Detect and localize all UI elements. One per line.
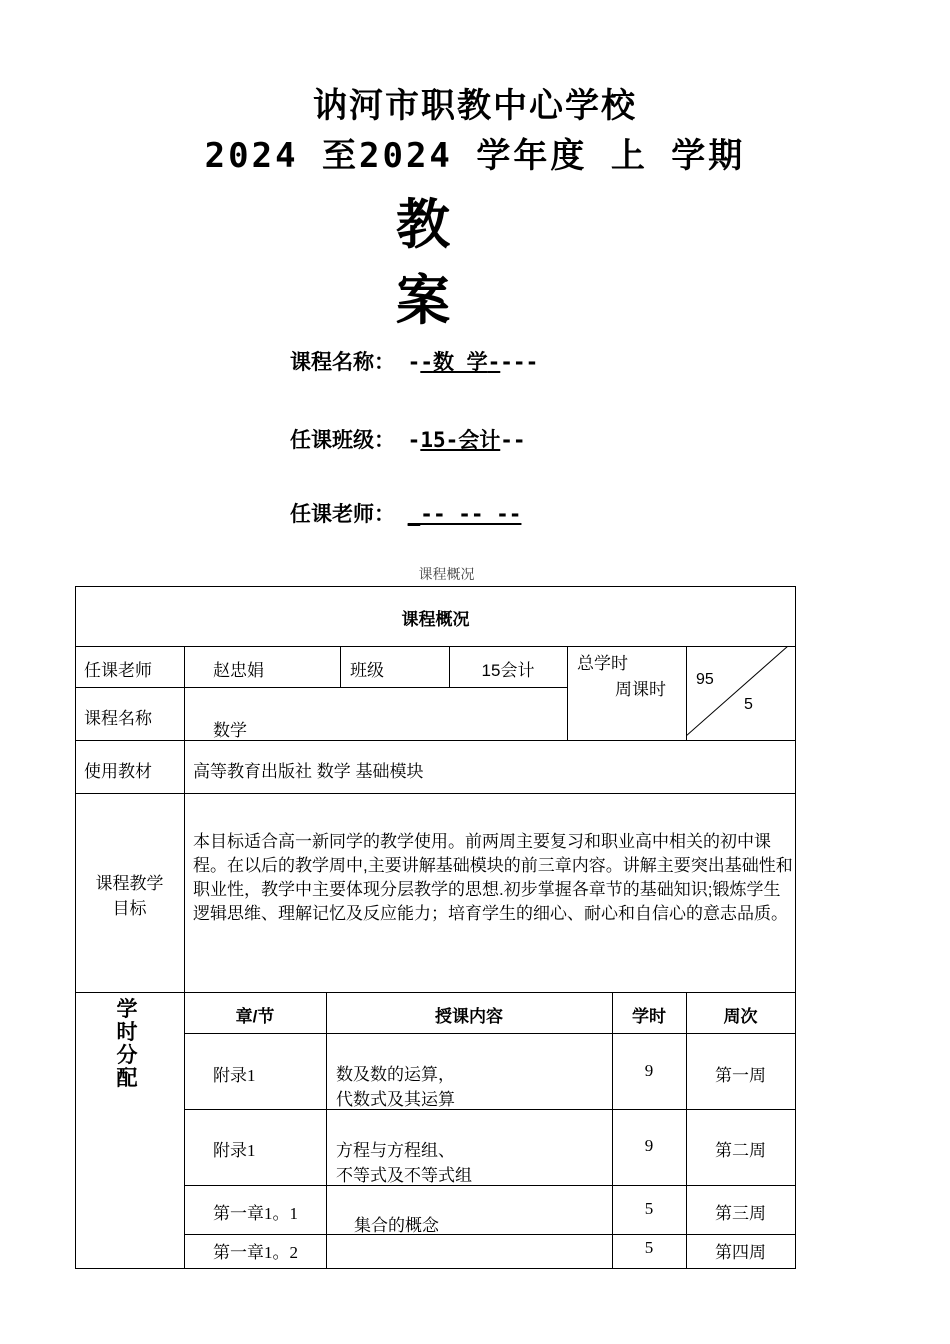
school-title: 讷河市职教中心学校 <box>313 86 637 126</box>
table-row-4-week: 第四周 <box>715 1243 766 1262</box>
class-cell-value: 15会计 <box>481 661 535 680</box>
border <box>184 1033 796 1034</box>
header-week: 周次 <box>723 1007 758 1026</box>
lesson-plan-char-2: 案 <box>396 268 450 332</box>
total-hours-label: 总学时 <box>577 654 628 673</box>
border <box>184 1185 796 1186</box>
border <box>75 586 796 587</box>
goal-cell-label-line2: 目标 <box>112 899 147 918</box>
border <box>75 687 567 688</box>
table-row-2-week: 第二周 <box>715 1141 766 1160</box>
course-overview-table <box>75 586 796 1269</box>
table-row-4-hours: 5 <box>644 1238 654 1257</box>
total-hours-value: 95 <box>696 671 714 688</box>
teacher-value: _-- -- -- <box>407 502 522 526</box>
course-cell-value: 数学 <box>213 721 247 740</box>
table-row-1-chapter: 附录1 <box>213 1066 256 1085</box>
course-name-value: --数 学---- <box>407 350 539 374</box>
table-row-2-content-line1: 方程与方程组、 <box>336 1141 455 1160</box>
course-name-field <box>290 346 538 376</box>
class-cell-label: 班级 <box>350 661 384 680</box>
table-row-1-week: 第一周 <box>715 1066 766 1085</box>
border <box>184 1234 796 1235</box>
border <box>686 992 687 1269</box>
table-row-4-chapter: 第一章1。2 <box>213 1243 298 1262</box>
lesson-plan-char-1: 教 <box>396 192 450 256</box>
header-content: 授课内容 <box>435 1007 503 1026</box>
teacher-cell-label: 任课老师 <box>84 661 152 680</box>
table-row-1-content-line1: 数及数的运算， <box>336 1065 455 1084</box>
border <box>567 646 568 740</box>
weekly-hours-label: 周课时 <box>615 680 666 699</box>
header-hours: 学时 <box>632 1007 666 1026</box>
course-cell-label: 课程名称 <box>84 709 152 728</box>
table-row-1-hours: 9 <box>644 1061 654 1080</box>
table-row-2-content-line2: 不等式及不等式组 <box>336 1166 472 1185</box>
table-row-2-hours: 9 <box>644 1136 654 1155</box>
weekly-hours-value: 5 <box>744 696 753 713</box>
goal-text: 本目标适合高一新同学的教学使用。前两周主要复习和职业高中相关的初中课程。在以后的教学周中,主要讲解基础模块的前三章内容。讲解主要突出基础性和职业性，教学中主要体现分层教学的思想.初步掌握各章节的基础知识;锻炼学生逻辑思维、理解记忆及反应能力；培育学生的细心、耐心和自信心的意志品质。 <box>193 832 793 923</box>
hours-allocation-label: 学时分配 <box>116 998 138 1090</box>
diagonal-divider <box>686 646 796 740</box>
table-row-3-week: 第三周 <box>715 1204 766 1223</box>
table-row-3-content-line1: 集合的概念 <box>354 1216 439 1235</box>
term-title: 2024 至2024 学年度 上 学期 <box>204 136 746 176</box>
border <box>612 992 613 1269</box>
table-caption: 课程概况 <box>418 568 475 583</box>
course-name-label: 课程名称： <box>290 350 395 374</box>
table-row-3-hours: 5 <box>644 1199 654 1218</box>
border <box>184 646 185 1269</box>
class-label: 任课班级： <box>290 428 395 452</box>
textbook-cell-value: 高等教育出版社 数学 基础模块 <box>193 762 424 781</box>
teacher-field <box>290 498 521 528</box>
border <box>340 646 341 687</box>
table-row-3-chapter: 第一章1。1 <box>213 1204 298 1223</box>
textbook-cell-label: 使用教材 <box>84 762 152 781</box>
border <box>75 586 76 1269</box>
border <box>326 992 327 1269</box>
table-title: 课程概况 <box>401 610 470 629</box>
border <box>184 1109 796 1110</box>
goal-cell-label-line1: 课程教学 <box>95 874 164 893</box>
header-chapter: 章/节 <box>235 1007 275 1026</box>
teacher-label: 任课老师： <box>290 502 395 526</box>
teacher-cell-value: 赵忠娟 <box>213 661 264 680</box>
table-row-2-chapter: 附录1 <box>213 1141 256 1160</box>
class-field <box>290 424 526 454</box>
table-row-1-content-line2: 代数式及其运算 <box>336 1090 455 1109</box>
class-value: -15-会计-- <box>407 428 526 452</box>
